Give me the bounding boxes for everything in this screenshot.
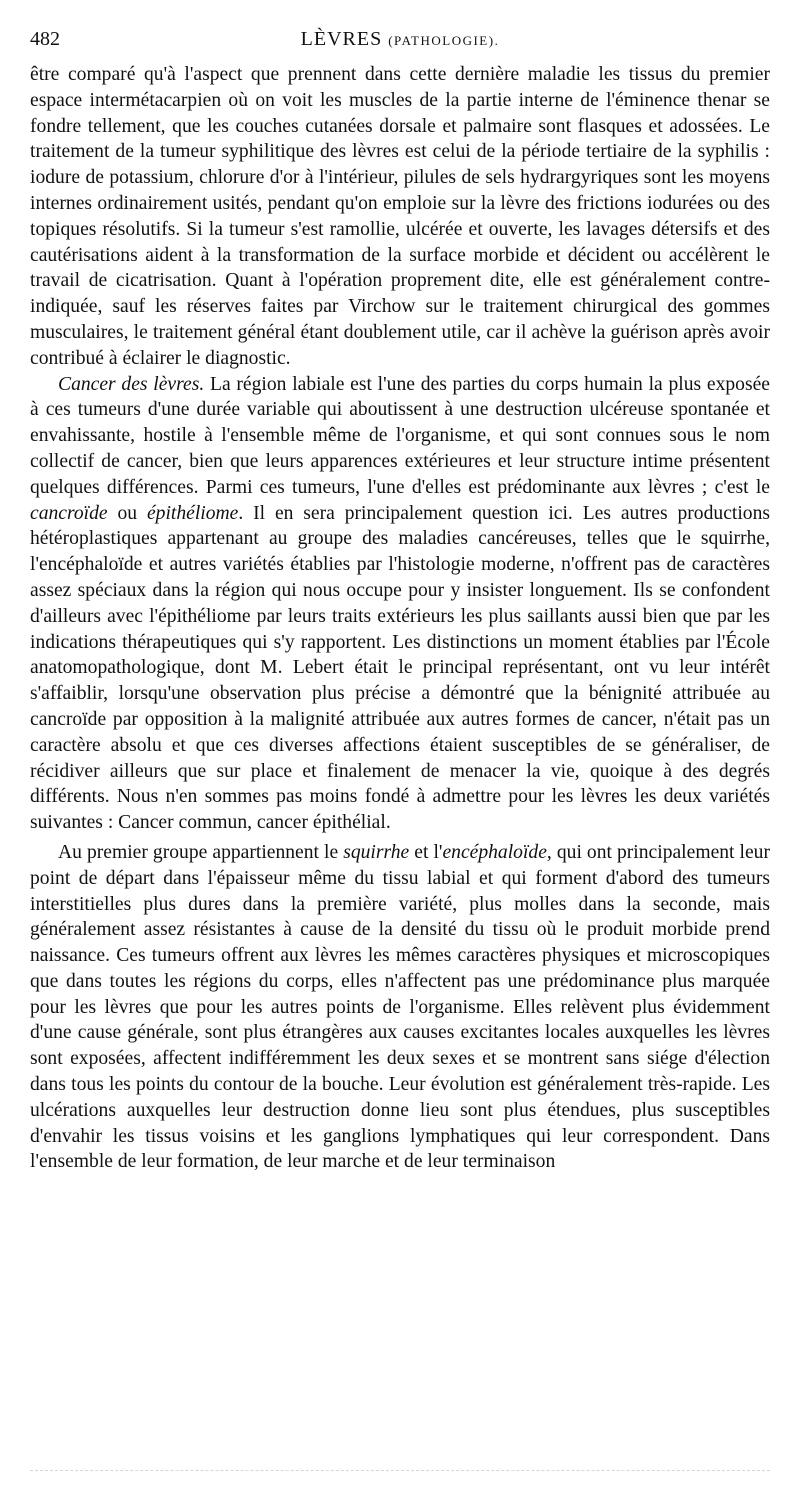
footer-scan-artifact [30, 1470, 770, 1473]
text-run: La région labiale est l'une des parties du corps humain la plus exposée à ces tumeurs d'une durée variable qui aboutissent à une destruction ulcéreuse spontanée et envahissante, hostile à l'ensemble même de l'organisme, et qui sont connues sous le nom collectif de cancer, bien que leurs apparences extérieures et leur structure intime présentent quelques différences. Parmi ces tumeurs, l'une d'elles est prédominante aux lèvres ; c'est le [30, 373, 770, 498]
text-run: , qui ont principalement leur point de départ dans l'épaisseur même du tissu labial et qui forment d'abord des tumeurs interstitielles plus dures dans la première variété, plus molles dans la seconde, mais généralement assez résistantes à cause de la densité du tissu où le produit morbide prend naissance. Ces tumeurs offrent aux lèvres les mêmes caractères physiques et microscopiques que dans toutes les régions du corps, elles n'affectent pas une prédominance plus marquée pour les lèvres que pour les autres points de l'organisme. Elles relèvent plus évidemment d'une cause générale, sont plus étrangères aux causes excitantes locales auxquelles les lèvres sont exposées, affectent indifféremment les deux sexes et se montrent sans siége d'élection dans tous les points du contour de la bouche. Leur évolution est généralement très-rapide. Les ulcérations auxquelles leur destruction donne lieu sont plus étendues, plus susceptibles d'envahir les tissus voisins et les ganglions lymphatiques qui leur correspondent. Dans l'ensemble de leur formation, de leur marche et de leur terminaison [30, 841, 770, 1173]
paragraph-continuation [30, 62, 770, 372]
running-title [90, 28, 770, 51]
italic-run: cancroïde [30, 502, 108, 524]
italic-run: épithéliome [146, 502, 239, 524]
page-header [30, 28, 770, 62]
body-text [30, 62, 770, 1175]
book-page [30, 28, 770, 1175]
text-run: . Il en sera principalement question ici. Les autres productions hétéroplastiques appartenant au groupe des maladies cancéreuses, telles que le squirrhe, l'encéphaloïde et autres variétés établies par l'histologie moderne, n'offrent pas de caractères assez spéciaux dans la région qui nous occupe pour y insister longuement. Ils se confondent d'ailleurs avec l'épithéliome par leurs traits extérieurs les plus saillants aussi bien que par les indications thérapeutiques qui s'y rapportent. Les distinctions un moment établies par l'École anatomopathologique, dont M. Lebert était le principal représentant, ont vu leur intérêt s'affaiblir, lorsqu'une observation plus précise a démontré que la bénignité attribuée au cancroïde par opposition à la malignité attribuée aux autres formes de cancer, n'était pas un caractère absolu et que ces diverses affections étaient susceptibles de se généraliser, de récidiver ailleurs que sur place et finalement de menacer la vie, quoique à des degrés différents. Nous n'en sommes pas moins fondé à admettre pour les lèvres les deux variétés suivantes : Cancer commun, cancer épithélial. [30, 502, 771, 834]
italic-run: encéphaloïde [442, 841, 547, 863]
text-run: Au premier groupe appartiennent le [58, 841, 344, 863]
italic-run: Cancer des lèvres. [58, 373, 205, 395]
running-title-main: LÈVRES [300, 28, 383, 50]
running-title-sub: (PATHOLOGIE). [388, 33, 500, 48]
italic-run: squirrhe [343, 841, 410, 863]
text-run: être comparé qu'à l'aspect que prennent dans cette dernière maladie les tissus du premier espace intermétacarpien où on voit les muscles de la partie interne de l'éminence thenar se fondre tellement, que les couches cutanées dorsale et palmaire sont flasques et adossées. Le traitement de la tumeur syphilitique des lèvres est celui de la période tertiaire de la syphilis : iodure de potassium, chlorure d'or à l'intérieur, pilules de sels hydrargyriques sont les moyens internes ordinairement usités, pendant qu'on emploie sur la lèvre des frictions iodurées ou des topiques résolutifs. Si la tumeur s'est ramollie, ulcérée et ouverte, les lavages détersifs et des cautérisations aident à la transformation de la surface morbide et décident ou accélèrent le travail de cicatrisation. Quant à l'opération proprement dite, elle est généralement contre-indiquée, sauf les réserves faites par Virchow sur le traitement chirurgical des gommes musculaires, le traitement général étant doublement utile, car il achève la guérison après avoir contribué à éclairer le diagnostic. [30, 64, 770, 369]
text-run: ou [107, 502, 147, 524]
paragraph-cancer-des-levres [30, 372, 770, 836]
paragraph-premier-groupe [30, 840, 770, 1175]
page-number: 482 [30, 28, 60, 50]
text-run: et l' [409, 841, 443, 863]
